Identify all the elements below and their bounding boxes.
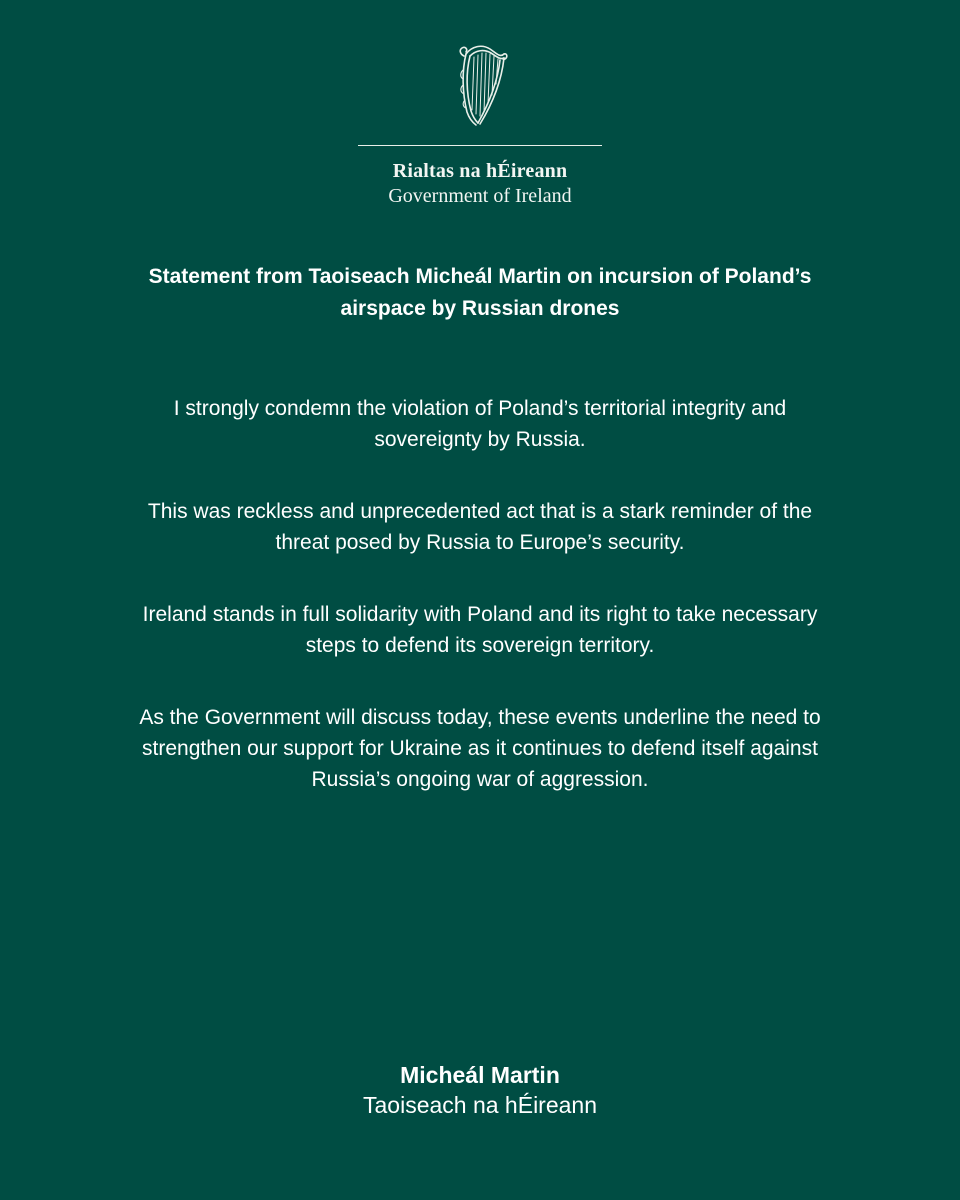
paragraph-line: As the Government will discuss today, these events underline the need to — [139, 706, 821, 729]
statement-paragraph — [70, 496, 890, 558]
statement-title — [80, 261, 880, 325]
paragraph-line: threat posed by Russia to Europe’s security. — [275, 531, 685, 554]
statement-title-line: airspace by Russian drones — [340, 297, 620, 320]
statement-paragraph — [70, 393, 890, 455]
paragraph-line: strengthen our support for Ukraine as it continues to defend itself against — [142, 737, 818, 760]
paragraph-line: I strongly condemn the violation of Poland’s territorial integrity and — [173, 397, 787, 420]
statement-title-line: Statement from Taoiseach Micheál Martin on incursion of Poland’s — [148, 265, 812, 288]
paragraph-line: Ireland stands in full solidarity with Poland and its right to take necessary — [142, 603, 818, 626]
paragraph-line: steps to defend its sovereign territory. — [305, 634, 655, 657]
paragraph-line: This was reckless and unprecedented act that is a stark reminder of the — [147, 500, 813, 523]
signature-name: Micheál Martin — [400, 1062, 560, 1088]
government-name-irish: Rialtas na hÉireann — [392, 160, 568, 182]
paragraph-line: Russia’s ongoing war of aggression. — [311, 768, 649, 791]
statement-paragraph — [70, 599, 890, 661]
paragraph-line: sovereignty by Russia. — [374, 428, 586, 451]
logo-divider — [358, 145, 602, 146]
signature-title: Taoiseach na hÉireann — [363, 1092, 597, 1118]
government-name-english: Government of Ireland — [388, 185, 572, 207]
statement-body — [70, 393, 890, 836]
statement-paragraph — [70, 702, 890, 795]
harp-emblem-icon — [450, 40, 510, 128]
